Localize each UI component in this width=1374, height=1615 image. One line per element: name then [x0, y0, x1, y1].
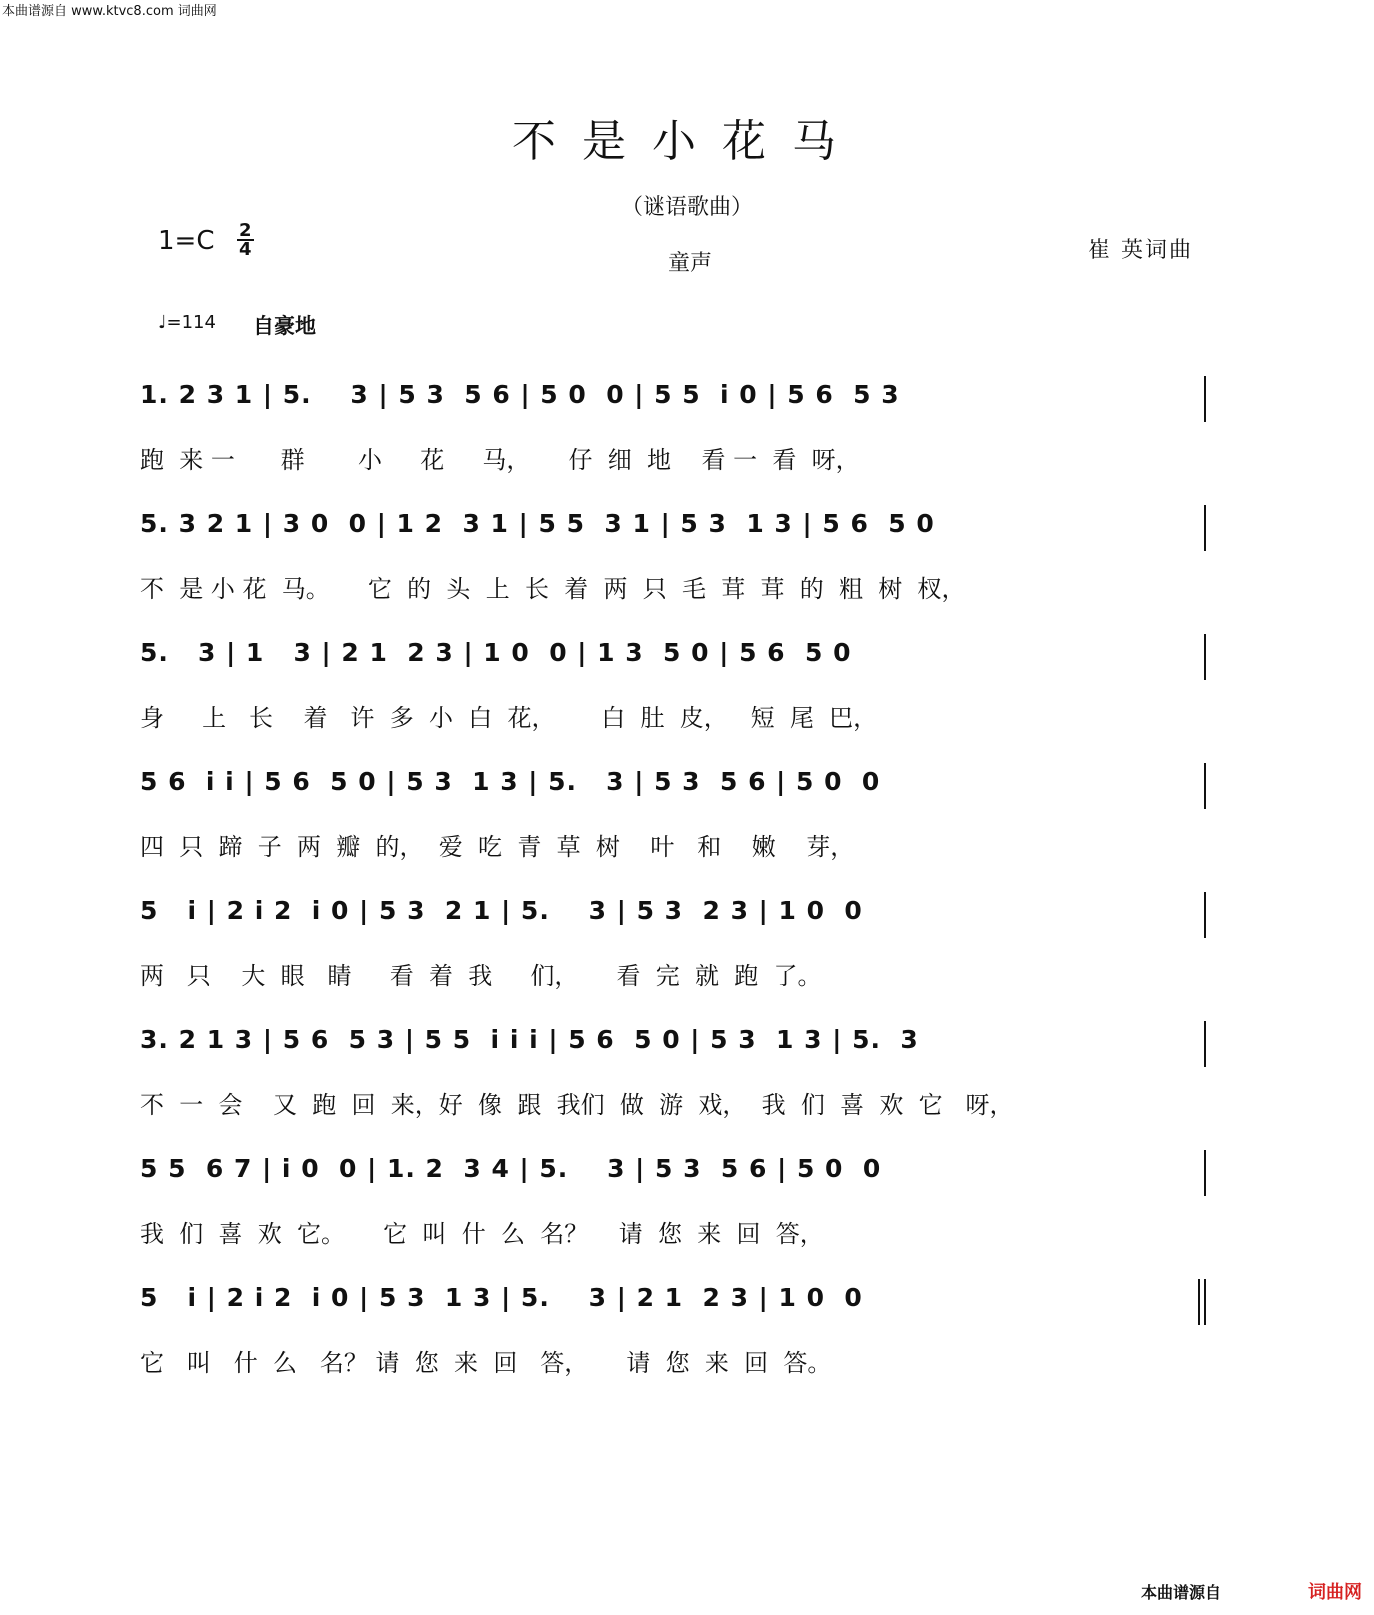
key-signature: 1=C [158, 226, 215, 256]
notation-line [140, 896, 1220, 946]
bar-line [1204, 1150, 1206, 1196]
notation-line [140, 767, 1220, 817]
time-signature [237, 222, 254, 258]
lyrics-line: 两 只 大 眼 睛 看 着 我 们， 看 完 就 跑 了。 [140, 962, 822, 990]
source-note: 本曲谱源自 www.ktvc8.com 词曲网 [2, 4, 217, 19]
bar-line [1204, 763, 1206, 809]
lyrics-line: 它 叫 什 么 名？ 请 您 来 回 答， 请 您 来 回 答。 [140, 1349, 832, 1377]
tempo-mark: ♩=114 [158, 312, 216, 333]
expression-mark: 自豪地 [253, 314, 316, 338]
notation-line [140, 380, 1220, 430]
bar-line [1204, 892, 1206, 938]
bar-line [1204, 376, 1206, 422]
bar-line [1204, 1279, 1206, 1325]
lyrics-line: 我 们 喜 欢 它。 它 叫 什 么 名？ 请 您 来 回 答， [140, 1220, 824, 1248]
notation-text: 5 i | 2 i 2 i 0 | 5 3 1 3 | 5. 3 | 2 1 2 3 | 1 0 0 [140, 1283, 863, 1312]
song-title: 不是小花马 [512, 116, 862, 167]
bar-line [1204, 634, 1206, 680]
notation-text: 5 i | 2 i 2 i 0 | 5 3 2 1 | 5. 3 | 5 3 2 3 | 1 0 0 [140, 896, 863, 925]
notation-text: 5 6 i i | 5 6 5 0 | 5 3 1 3 | 5. 3 | 5 3 5 6 | 5 0 0 [140, 767, 881, 796]
final-bar-line [1198, 1279, 1200, 1325]
bar-line [1204, 505, 1206, 551]
time-signature-bottom: 4 [239, 239, 252, 260]
notation-line [140, 1283, 1220, 1333]
lyrics-line: 身 上 长 着 许 多 小 白 花， 白 肚 皮， 短 尾 巴， [140, 704, 878, 732]
voice-type: 童声 [667, 251, 712, 276]
lyrics-line: 不 一 会 又 跑 回 来，好 像 跟 我们 做 游 戏， 我 们 喜 欢 它 呀， [140, 1091, 1014, 1119]
notation-line [140, 1025, 1220, 1075]
lyrics-line: 跑 来 一 群 小 花 马， 仔 细 地 看 一 看 呀， [140, 446, 860, 474]
notation-text: 5. 3 | 1 3 | 2 1 2 3 | 1 0 0 | 1 3 5 0 | 5 6 5 0 [140, 638, 852, 667]
time-signature-top: 2 [239, 220, 252, 241]
author-credit: 崔 英词曲 [1088, 238, 1193, 263]
notation-text: 1. 2 3 1 | 5. 3 | 5 3 5 6 | 5 0 0 | 5 5 i 0 | 5 6 5 3 [140, 380, 900, 409]
song-subtitle: （谜语歌曲） [620, 195, 753, 220]
lyrics-line: 不 是 小 花 马。 它 的 头 上 长 着 两 只 毛 茸 茸 的 粗 树 杈， [140, 575, 966, 603]
footer-source-label: 本曲谱源自 [1140, 1583, 1221, 1602]
notation-line [140, 638, 1220, 688]
notation-text: 5 5 6 7 | i 0 0 | 1. 2 3 4 | 5. 3 | 5 3 5 6 | 5 0 0 [140, 1154, 882, 1183]
notation-text: 3. 2 1 3 | 5 6 5 3 | 5 5 i i i | 5 6 5 0 | 5 3 1 3 | 5. 3 [140, 1025, 919, 1054]
lyrics-line: 四 只 蹄 子 两 瓣 的， 爱 吃 青 草 树 叶 和 嫩 芽， [140, 833, 855, 861]
notation-text: 5. 3 2 1 | 3 0 0 | 1 2 3 1 | 5 5 3 1 | 5 3 1 3 | 5 6 5 0 [140, 509, 935, 538]
footer-site-label: 词曲网 [1308, 1582, 1362, 1603]
bar-line [1204, 1021, 1206, 1067]
notation-line [140, 1154, 1220, 1204]
notation-line [140, 509, 1220, 559]
